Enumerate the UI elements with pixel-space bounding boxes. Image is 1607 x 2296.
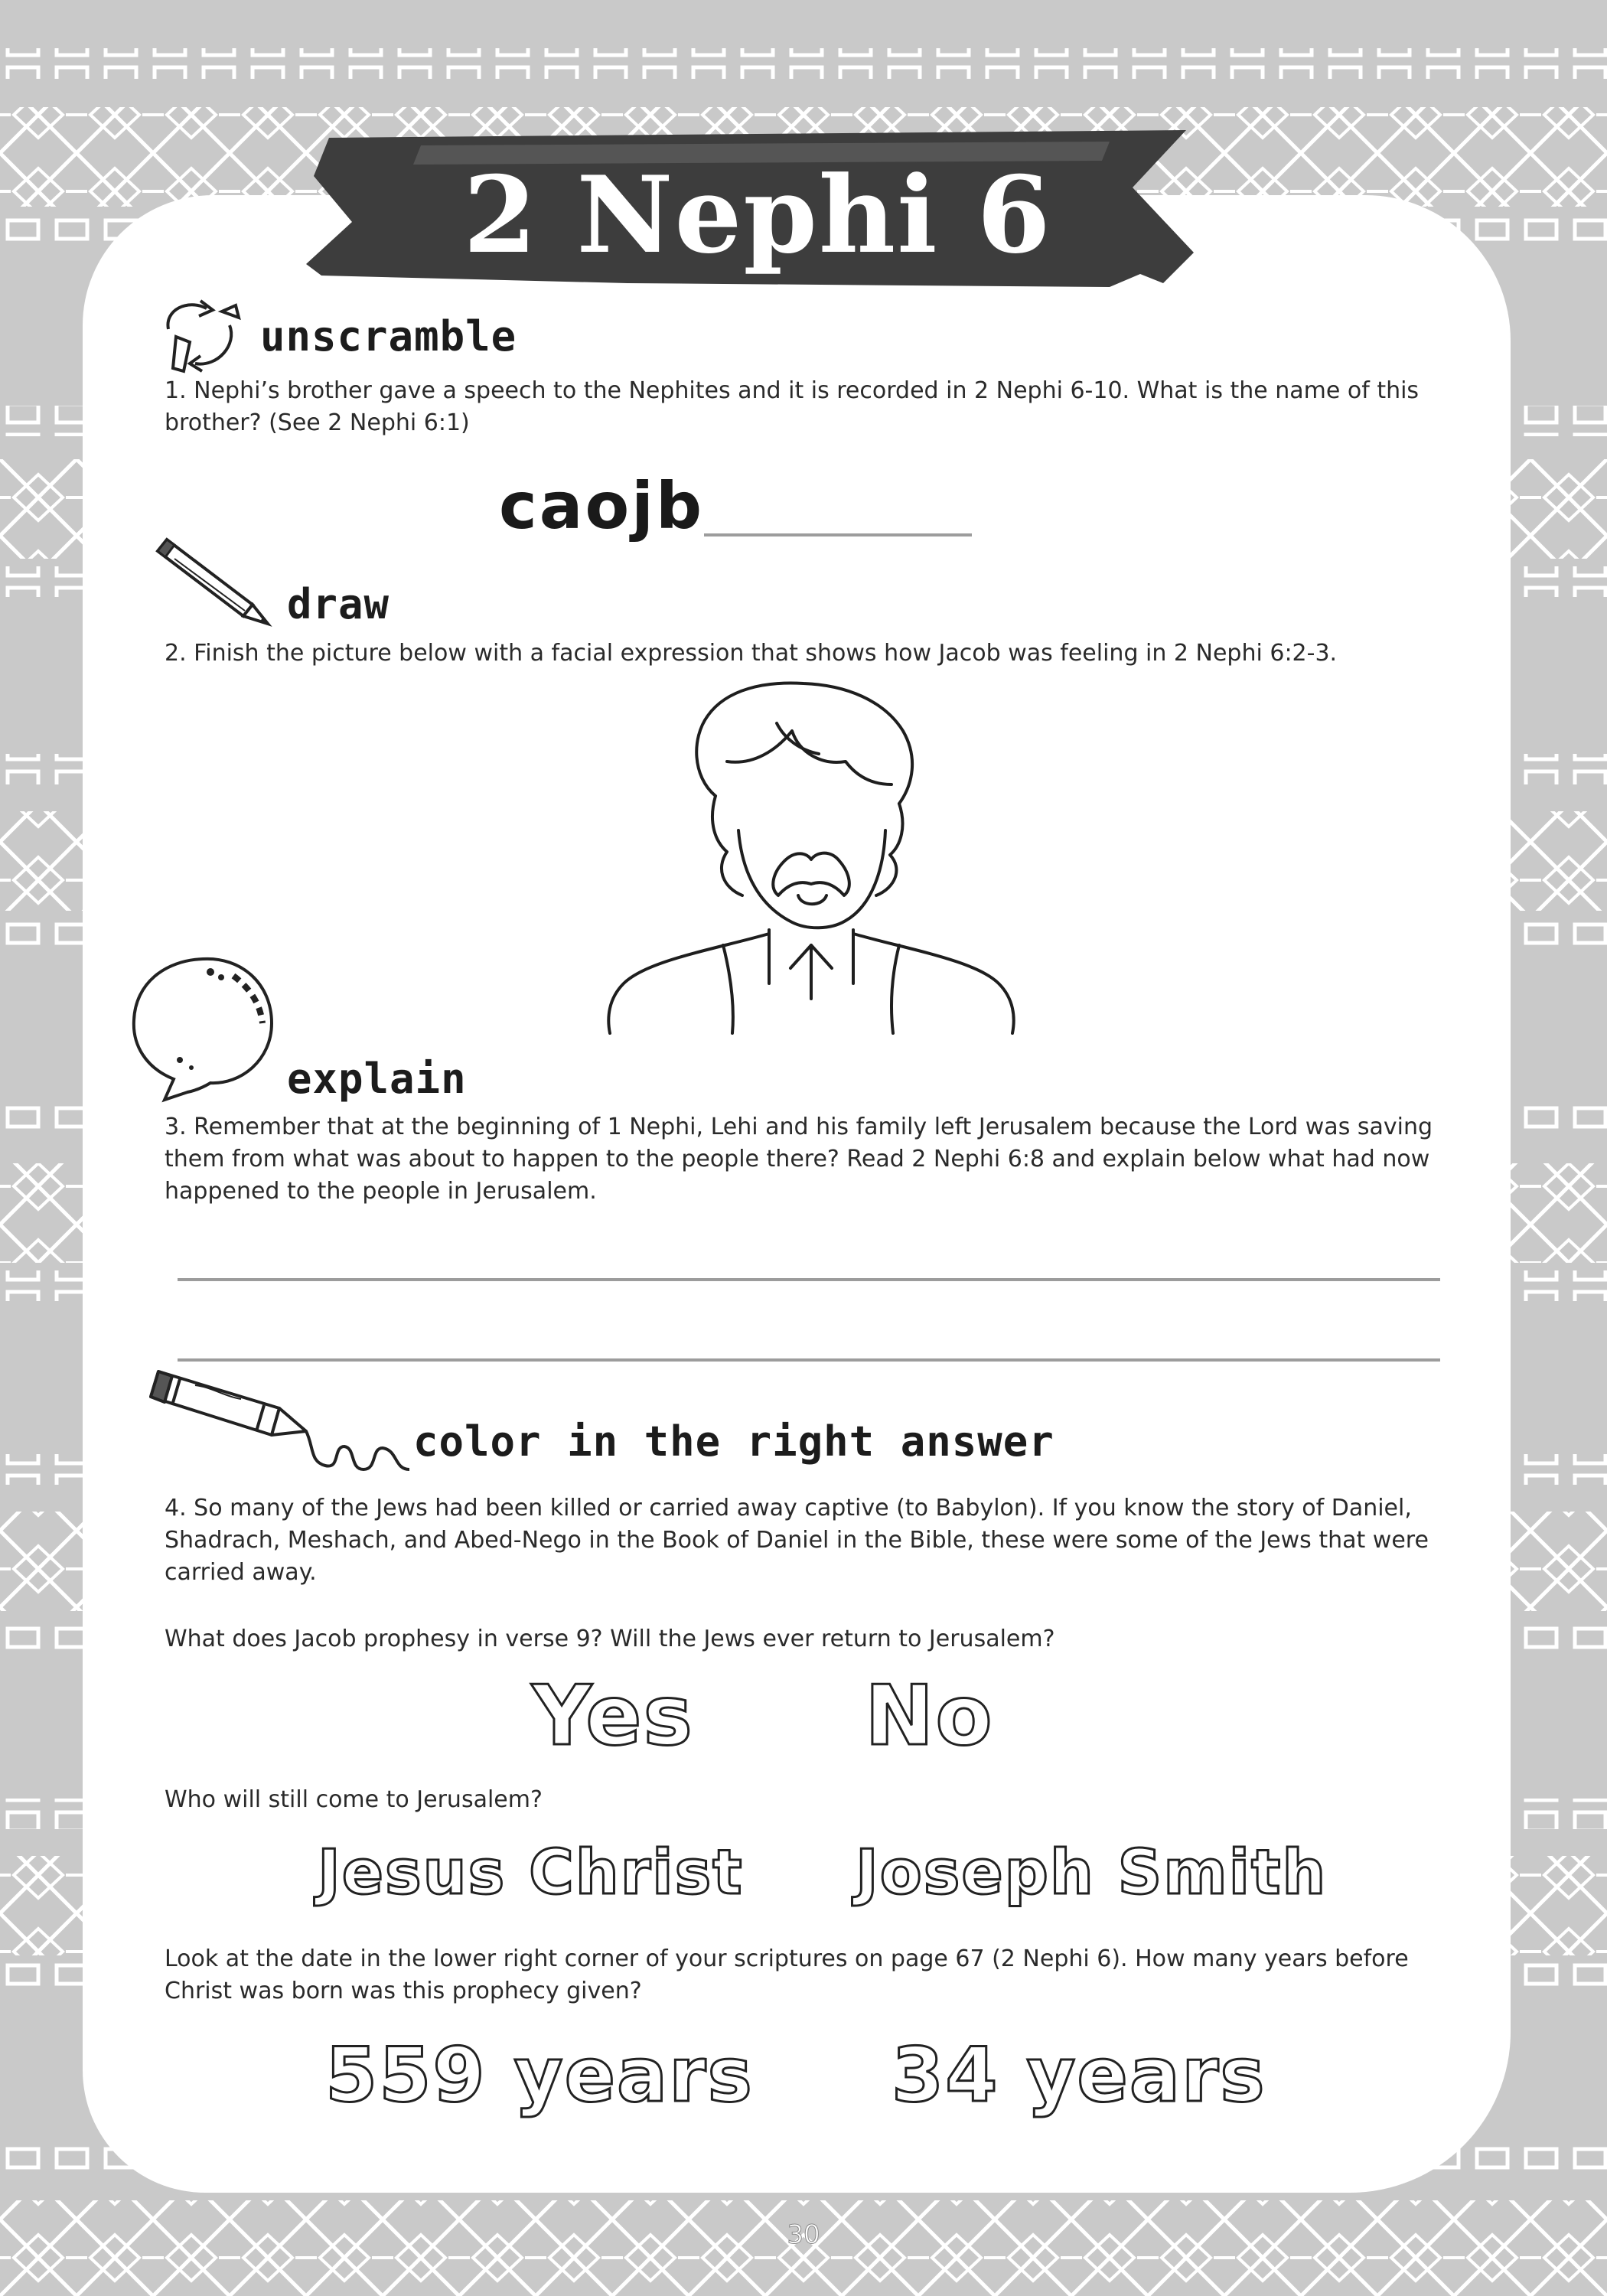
page-number: 30 (787, 2219, 820, 2250)
crayon-icon (149, 1362, 413, 1477)
answer-joseph-smith[interactable]: Joseph Smith (856, 1837, 1328, 1908)
answer-line-3a[interactable] (178, 1278, 1440, 1281)
arrows-cycle-icon (153, 295, 245, 375)
explain-heading: explain (287, 1055, 467, 1103)
question-3-text: 3. Remember that at the beginning of 1 Nephi, Lehi and his family left Jerusalem because the Lord was saving them from what was about to happen to the people there? Read 2 Nephi 6:8 and explain below what had now happened to the people in Jerusalem. (165, 1114, 1433, 1205)
answer-line-3b[interactable] (178, 1358, 1440, 1362)
question-1-text: 1. Nephi’s brother gave a speech to the Nephites and it is recorded in 2 Nephi 6-10. What is the name of this brother? (See 2 Nephi 6:1) (165, 377, 1420, 436)
question-4c-text: Look at the date in the lower right corner of your scriptures on page 67 (2 Nephi 6). How many years before Christ was born was this prophecy given? (165, 1945, 1409, 2004)
question-4a-text: What does Jacob prophesy in verse 9? Will the Jews ever return to Jerusalem? (165, 1626, 1055, 1652)
page-title: 2 Nephi 6 (463, 152, 1052, 277)
jacob-outline-drawing[interactable] (601, 677, 1029, 1037)
color-heading: color in the right answer (413, 1417, 1054, 1466)
pencil-icon (153, 528, 275, 628)
answer-jesus-christ[interactable]: Jesus Christ (318, 1837, 744, 1908)
question-4b-text: Who will still come to Jerusalem? (165, 1786, 543, 1813)
answer-34-years[interactable]: 34 years (892, 2032, 1266, 2119)
question-2-text: 2. Finish the picture below with a facial expression that shows how Jacob was feeling in 2 Nephi 6:2-3. (165, 640, 1338, 667)
answer-line-1[interactable] (704, 533, 972, 536)
question-4-text: 4. So many of the Jews had been killed or carried away captive (to Babylon). If you know the story of Daniel, Shadrach, Meshach, and Abed-Nego in the Book of Daniel in the Bible, these were some of the Jews that were carried away. (165, 1495, 1429, 1586)
scrambled-word: caojb (499, 468, 705, 543)
draw-heading: draw (287, 580, 390, 628)
speech-bubble-icon (126, 953, 279, 1106)
answer-yes[interactable]: Yes (532, 1668, 694, 1764)
answer-no[interactable]: No (865, 1668, 994, 1764)
answer-559-years[interactable]: 559 years (325, 2032, 754, 2119)
unscramble-heading: unscramble (260, 312, 517, 360)
